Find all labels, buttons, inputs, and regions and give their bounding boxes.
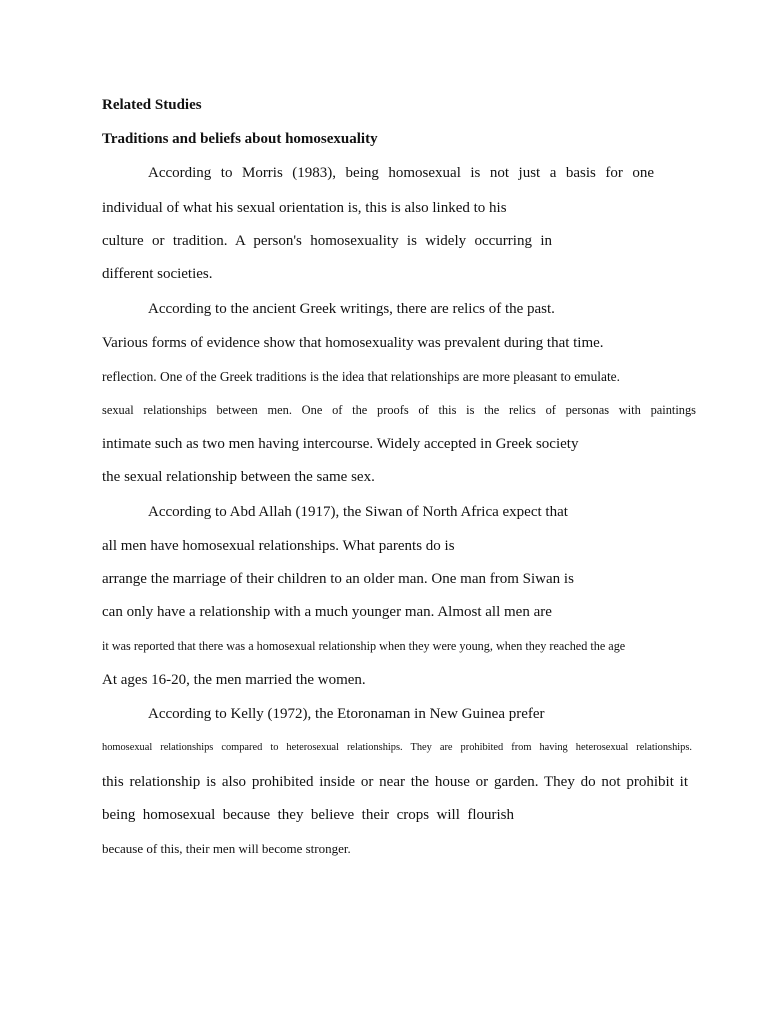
paragraph-line: can only have a relationship with a much younger man. Almost all men are xyxy=(102,604,552,620)
paragraph-line: reflection. One of the Greek traditions is the idea that relationships are more pleasant to emulate. xyxy=(102,369,620,384)
paragraph-line: According to the ancient Greek writings, there are relics of the past. xyxy=(148,301,555,317)
paragraph-line: culture or tradition. A person's homosexuality is widely occurring in xyxy=(102,233,552,249)
paragraph-line: all men have homosexual relationships. What parents do is xyxy=(102,538,455,554)
paragraph-line: According to Morris (1983), being homosexual is not just a basis for one xyxy=(148,165,654,181)
paragraph-line: individual of what his sexual orientation is, this is also linked to his xyxy=(102,200,507,216)
paragraph-line: arrange the marriage of their children to an older man. One man from Siwan is xyxy=(102,571,574,587)
paragraph-line: the sexual relationship between the same sex. xyxy=(102,469,375,485)
paragraph-line: According to Kelly (1972), the Etoronaman in New Guinea prefer xyxy=(148,706,545,722)
section-heading: Related Studies xyxy=(102,97,202,113)
paragraph-line: sexual relationships between men. One of the proofs of this is the relics of personas with paintings xyxy=(102,403,696,417)
paragraph-line: being homosexual because they believe their crops will flourish xyxy=(102,807,514,823)
paragraph-line: different societies. xyxy=(102,266,213,282)
paragraph-line: homosexual relationships compared to heterosexual relationships. They are prohibited from having heterosexual relationships. xyxy=(102,742,692,753)
paragraph-line: At ages 16-20, the men married the women. xyxy=(102,672,366,688)
subsection-heading: Traditions and beliefs about homosexuality xyxy=(102,131,378,147)
paragraph-line: this relationship is also prohibited inside or near the house or garden. They do not prohibit it xyxy=(102,774,688,790)
paragraph-line: According to Abd Allah (1917), the Siwan of North Africa expect that xyxy=(148,504,568,520)
paragraph-line: because of this, their men will become stronger. xyxy=(102,841,351,856)
paragraph-line: Various forms of evidence show that homosexuality was prevalent during that time. xyxy=(102,335,604,351)
paragraph-line: intimate such as two men having intercourse. Widely accepted in Greek society xyxy=(102,436,579,452)
paragraph-line: it was reported that there was a homosexual relationship when they were young, when they reached the age xyxy=(102,639,626,653)
